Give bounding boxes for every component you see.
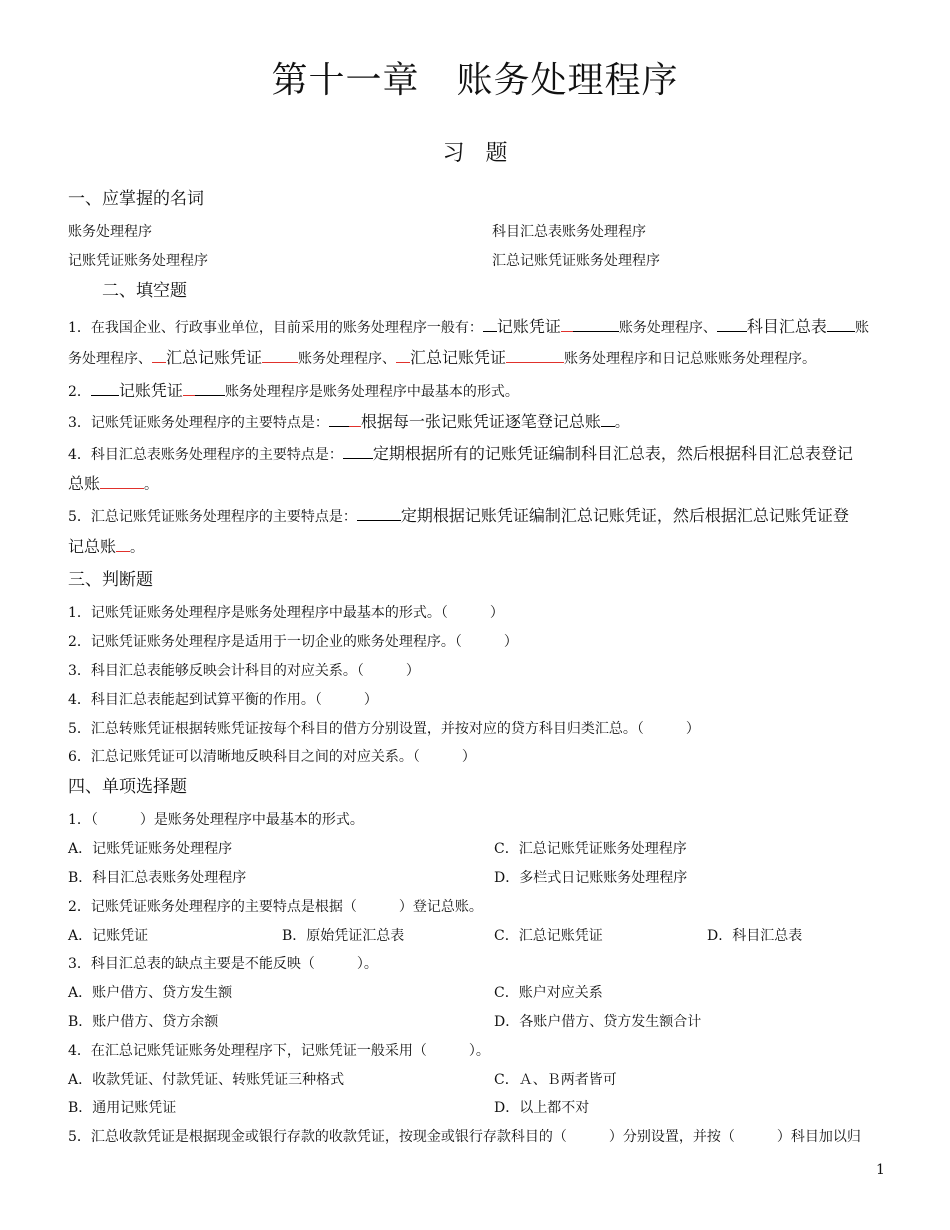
answer-blank [349,411,361,427]
question-text: 账务处理程序、 [298,351,397,367]
answer-blank [116,536,130,552]
section-2-heading: 二、填空题 [102,281,187,301]
mc-option: B．科目汇总表账务处理程序 [68,870,247,886]
answer-text: 总账 [68,474,101,493]
question-text: 3．记账凭证账务处理程序的主要特点是： [68,415,329,431]
mc-option: C．Ａ、Ｂ两者皆可 [494,1072,617,1088]
answer-blank [573,316,619,332]
question-text: 1．在我国企业、行政事业单位，目前采用的账务处理程序一般有： [68,320,483,336]
judge-item: 6．汇总记账凭证可以清晰地反映科目之间的对应关系。（ ） [68,749,476,765]
answer-blank [506,347,564,363]
page-number: 1 [876,1162,885,1178]
mc-option: C．汇总记账凭证账务处理程序 [494,841,687,857]
chapter-title: 第十一章 账务处理程序 [271,60,679,101]
mc-option: D．多栏式日记账账务处理程序 [494,870,688,886]
answer-blank [91,380,119,396]
mc-question-stem: 2．记账凭证账务处理程序的主要特点是根据（ ）登记总账。 [68,899,483,915]
exercise-subtitle: 习 题 [442,141,508,166]
mc-question-stem: 4．在汇总记账凭证账务处理程序下，记账凭证一般采用（ ）。 [68,1043,490,1059]
fill-question-1 [68,314,869,337]
answer-blank [717,316,747,332]
term-item: 记账凭证账务处理程序 [68,253,208,269]
answer-text: 定期根据记账凭证编制汇总记账凭证，然后根据汇总记账凭证登 [400,506,849,525]
answer-blank [561,316,573,332]
answer-blank [827,316,855,332]
fill-question-3 [68,409,629,432]
section-3-heading: 三、判断题 [68,570,153,590]
mc-option: B．通用记账凭证 [68,1100,177,1116]
answer-blank [262,347,298,363]
answer-text: 记总账 [68,537,117,556]
mc-question-stem: 5．汇总收款凭证是根据现金或银行存款的收款凭证，按现金或银行存款科目的（ ）分别设置，并按（ ）科目加以归 [68,1129,861,1145]
answer-text: 记账凭证 [496,317,561,336]
answer-blank [396,347,410,363]
answer-blank [183,380,195,396]
question-text: 。 [614,415,629,431]
judge-item: 2．记账凭证账务处理程序是适用于一切企业的账务处理程序。（ ） [68,634,518,650]
answer-text: 根据每一张记账凭证逐笔登记总账 [360,412,601,431]
question-text: 5．汇总记账凭证账务处理程序的主要特点是： [68,509,357,525]
question-text: 。 [144,477,159,493]
mc-option: D．科目汇总表 [707,928,803,944]
answer-blank [152,347,166,363]
answer-blank [601,411,615,427]
question-text: 。 [130,540,145,556]
section-4-heading: 四、单项选择题 [68,777,187,797]
answer-text: 汇总记账凭证 [410,348,507,367]
question-text: 账务处理程序和日记总账账务处理程序。 [564,351,817,367]
judge-item: 3．科目汇总表能够反映会计科目的对应关系。（ ） [68,663,420,679]
fill-question-1-cont [68,345,816,368]
question-text: 4．科目汇总表账务处理程序的主要特点是： [68,447,343,463]
mc-question-stem: 1．（ ）是账务处理程序中最基本的形式。 [68,812,364,828]
answer-text: 定期根据所有的记账凭证编制科目汇总表，然后根据科目汇总表登记 [372,444,853,463]
judge-item: 4．科目汇总表能起到试算平衡的作用。（ ） [68,692,378,708]
mc-option: A．记账凭证账务处理程序 [68,841,233,857]
answer-blank [343,443,373,459]
answer-blank [357,505,401,521]
question-text: 账 [854,320,869,336]
mc-option: A．记账凭证 [68,928,149,944]
question-text: 务处理程序、 [68,351,152,367]
answer-blank [483,316,497,332]
mc-option: B．原始凭证汇总表 [282,928,405,944]
mc-option: A．账户借方、贷方发生额 [68,985,233,1001]
fill-question-5-cont [68,534,144,557]
fill-question-2 [68,378,519,401]
mc-option: A．收款凭证、付款凭证、转账凭证三种格式 [68,1072,345,1088]
term-item: 汇总记账凭证账务处理程序 [492,253,660,269]
answer-blank [100,473,144,489]
fill-question-4 [68,441,853,464]
fill-question-5 [68,503,849,526]
fill-question-4-cont [68,471,158,494]
answer-text: 汇总记账凭证 [166,348,263,367]
term-item: 科目汇总表账务处理程序 [492,224,646,240]
question-text: 账务处理程序是账务处理程序中最基本的形式。 [224,384,519,400]
judge-item: 5．汇总转账凭证根据转账凭证按每个科目的借方分别设置，并按对应的贷方科目归类汇总。（ ） [68,721,700,737]
mc-question-stem: 3．科目汇总表的缺点主要是不能反映（ ）。 [68,956,378,972]
mc-option: B．账户借方、贷方余额 [68,1014,219,1030]
mc-option: D．以上都不对 [494,1100,590,1116]
term-item: 账务处理程序 [68,224,152,240]
mc-option: D．各账户借方、贷方发生额合计 [494,1014,702,1030]
mc-option: C．汇总记账凭证 [494,928,603,944]
answer-blank [329,411,349,427]
question-text: 账务处理程序、 [618,320,717,336]
question-text: 2． [68,384,91,400]
answer-text: 科目汇总表 [746,317,827,336]
judge-item: 1．记账凭证账务处理程序是账务处理程序中最基本的形式。（ ） [68,605,504,621]
answer-blank [195,380,225,396]
mc-option: C．账户对应关系 [494,985,603,1001]
answer-text: 记账凭证 [118,381,183,400]
section-1-heading: 一、应掌握的名词 [68,189,204,209]
